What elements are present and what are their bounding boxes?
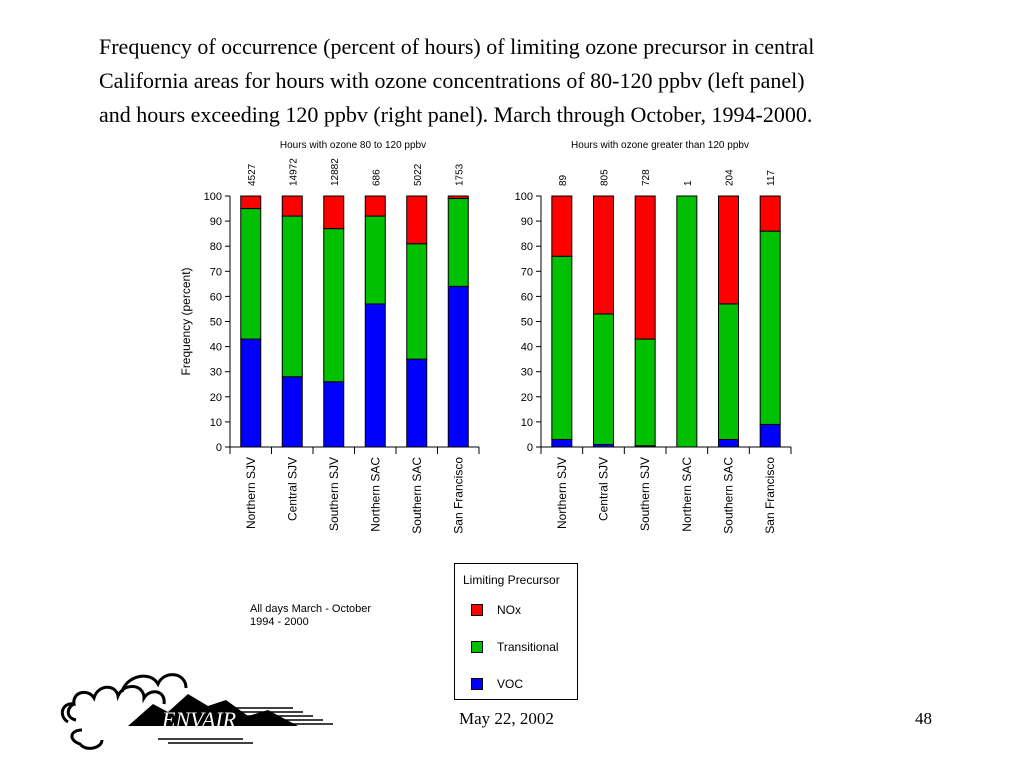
panel-1-category-label-4: Northern SAC <box>368 457 383 532</box>
panel-1-y-tick-label: 80 <box>209 241 222 254</box>
panel-1-count-label-1: 4527 <box>246 163 258 186</box>
panel-2-y-tick-label: 40 <box>520 341 533 354</box>
panel-1-y-tick-label: 100 <box>203 191 222 203</box>
panel-1-category-label-1: Northern SJV <box>243 457 258 530</box>
panel-2-bar-nox-3 <box>635 196 655 339</box>
panel-1-bar-transitional-6 <box>448 199 468 287</box>
panel-2-bar-voc-6 <box>760 424 780 447</box>
panel-1-category-label-3: Southern SJV <box>326 457 341 532</box>
note-line-1: All days March - October <box>250 603 372 615</box>
panel-1-count-label-4: 686 <box>371 169 383 186</box>
panel-2-count-label-2: 805 <box>599 169 611 186</box>
panel-1-category-label-6: San Francisco <box>451 457 466 534</box>
title-line-2: California areas for hours with ozone concentrations of 80-120 ppbv (left panel) <box>99 68 805 93</box>
panel-1-bar-nox-4 <box>365 196 385 216</box>
panel-1-bar-nox-5 <box>407 196 427 244</box>
panel-1-y-tick-label: 90 <box>209 216 222 229</box>
title-line-3: and hours exceeding 120 ppbv (right panel). March through October, 1994-2000. <box>99 102 813 127</box>
panel-2-y-tick-label: 50 <box>520 316 533 329</box>
panel-1-y-tick-label: 30 <box>209 366 222 379</box>
legend-label-voc: VOC <box>497 677 524 691</box>
legend-swatch-nox <box>471 604 483 616</box>
panel-2-bar-nox-1 <box>552 196 572 256</box>
panel-2-y-tick-label: 100 <box>514 191 533 203</box>
envair-logo <box>58 664 338 754</box>
legend-title: Limiting Precursor <box>463 573 560 587</box>
panel-2-bar-transitional-2 <box>594 314 614 445</box>
legend-item-voc <box>471 677 523 691</box>
panel-2-y-tick-label: 20 <box>520 391 533 404</box>
panel-1-bar-transitional-2 <box>282 216 302 377</box>
panel-2-count-label-5: 204 <box>724 169 736 186</box>
page-number: 48 <box>915 709 932 728</box>
panel-1-bar-transitional-4 <box>365 216 385 304</box>
panel-1-bar-voc-6 <box>448 286 468 447</box>
panel-2-count-label-1: 89 <box>557 174 569 186</box>
panel-2-bar-transitional-4 <box>677 196 697 447</box>
panel-2-count-label-4: 1 <box>682 180 694 186</box>
panel-1-bar-transitional-3 <box>324 229 344 382</box>
panel-1-y-tick-label: 0 <box>215 442 222 454</box>
panel-1-y-tick-label: 70 <box>209 266 222 279</box>
legend-label-nox: NOx <box>497 603 521 617</box>
panel-2-bar-voc-5 <box>719 439 739 447</box>
panel-1-bar-nox-1 <box>241 196 261 209</box>
panel-1-bar-transitional-1 <box>241 209 261 340</box>
legend-swatch-voc <box>471 678 483 690</box>
panel-2-y-tick-label: 60 <box>520 291 533 304</box>
panel-1-chart-title: Hours with ozone 80 to 120 ppbv <box>279 140 427 151</box>
panel-1-category-label-5: Southern SAC <box>409 457 424 534</box>
panel-2-bar-nox-2 <box>594 196 614 314</box>
panel-2-bar-transitional-1 <box>552 256 572 439</box>
panel-1-bar-voc-3 <box>324 382 344 447</box>
panel-2-count-label-3: 728 <box>641 169 653 186</box>
panel-1-count-label-5: 5022 <box>412 163 424 186</box>
panel-1-y-tick-label: 50 <box>209 316 222 329</box>
panel-2-bar-voc-1 <box>552 439 572 447</box>
logo-text: ENVAIR <box>162 707 237 732</box>
panel-1-bar-voc-1 <box>241 339 261 447</box>
panel-1-bar-nox-2 <box>282 196 302 216</box>
panel-1-bar-voc-5 <box>407 359 427 447</box>
chart-legend <box>454 563 578 700</box>
panel-1-y-tick-label: 20 <box>209 391 222 404</box>
panel-2-bar-nox-5 <box>719 196 739 304</box>
panel-2-category-label-5: Southern SAC <box>721 457 736 534</box>
panel-1-bar-voc-4 <box>365 304 385 447</box>
panel-2-category-label-2: Central SJV <box>596 457 611 522</box>
panel-2-category-label-3: Southern SJV <box>638 457 653 532</box>
legend-swatch-transitional <box>471 641 483 653</box>
panel-2-y-tick-label: 80 <box>520 241 533 254</box>
panel-2-y-tick-label: 30 <box>520 366 533 379</box>
legend-label-transitional: Transitional <box>497 640 559 654</box>
panel-2-count-label-6: 117 <box>766 170 778 186</box>
panel-2-category-label-1: Northern SJV <box>554 457 569 530</box>
date-range-note <box>250 603 371 629</box>
panel-1-y-axis-label: Frequency (percent) <box>179 267 193 376</box>
title-line-1: Frequency of occurrence (percent of hours) of limiting ozone precursor in central <box>99 34 815 59</box>
panel-2-category-label-6: San Francisco <box>763 457 778 534</box>
panel-2-y-tick-label: 70 <box>520 266 533 279</box>
panel-1-y-tick-label: 10 <box>209 416 222 429</box>
panel-1-bar-voc-2 <box>282 377 302 447</box>
panel-2-y-tick-label: 10 <box>520 416 533 429</box>
panel-2-chart-title: Hours with ozone greater than 120 ppbv <box>571 140 749 151</box>
panel-2-category-label-4: Northern SAC <box>679 457 694 532</box>
panel-2-bar-transitional-6 <box>760 231 780 424</box>
panel-1-bar-nox-6 <box>448 196 468 199</box>
panel-2-bar-nox-6 <box>760 196 780 231</box>
legend-item-nox <box>471 603 521 617</box>
panel-1-bar-transitional-5 <box>407 244 427 359</box>
panel-2-y-tick-label: 0 <box>526 442 533 454</box>
panel-2-bar-transitional-3 <box>635 339 655 446</box>
legend-item-transitional <box>471 640 559 654</box>
note-line-2: 1994 - 2000 <box>250 616 309 628</box>
panel-1-y-tick-label: 40 <box>209 341 222 354</box>
panel-1-count-label-3: 12882 <box>329 158 341 186</box>
panel-1-count-label-2: 14972 <box>288 158 300 186</box>
panel-1-y-tick-label: 60 <box>209 291 222 304</box>
panel-1-bar-nox-3 <box>324 196 344 229</box>
panel-1-category-label-2: Central SJV <box>285 457 300 522</box>
panel-1-count-label-6: 1753 <box>454 163 466 186</box>
panel-2-bar-transitional-5 <box>719 304 739 440</box>
panel-2-y-tick-label: 90 <box>520 216 533 229</box>
footer-date: May 22, 2002 <box>459 709 554 728</box>
